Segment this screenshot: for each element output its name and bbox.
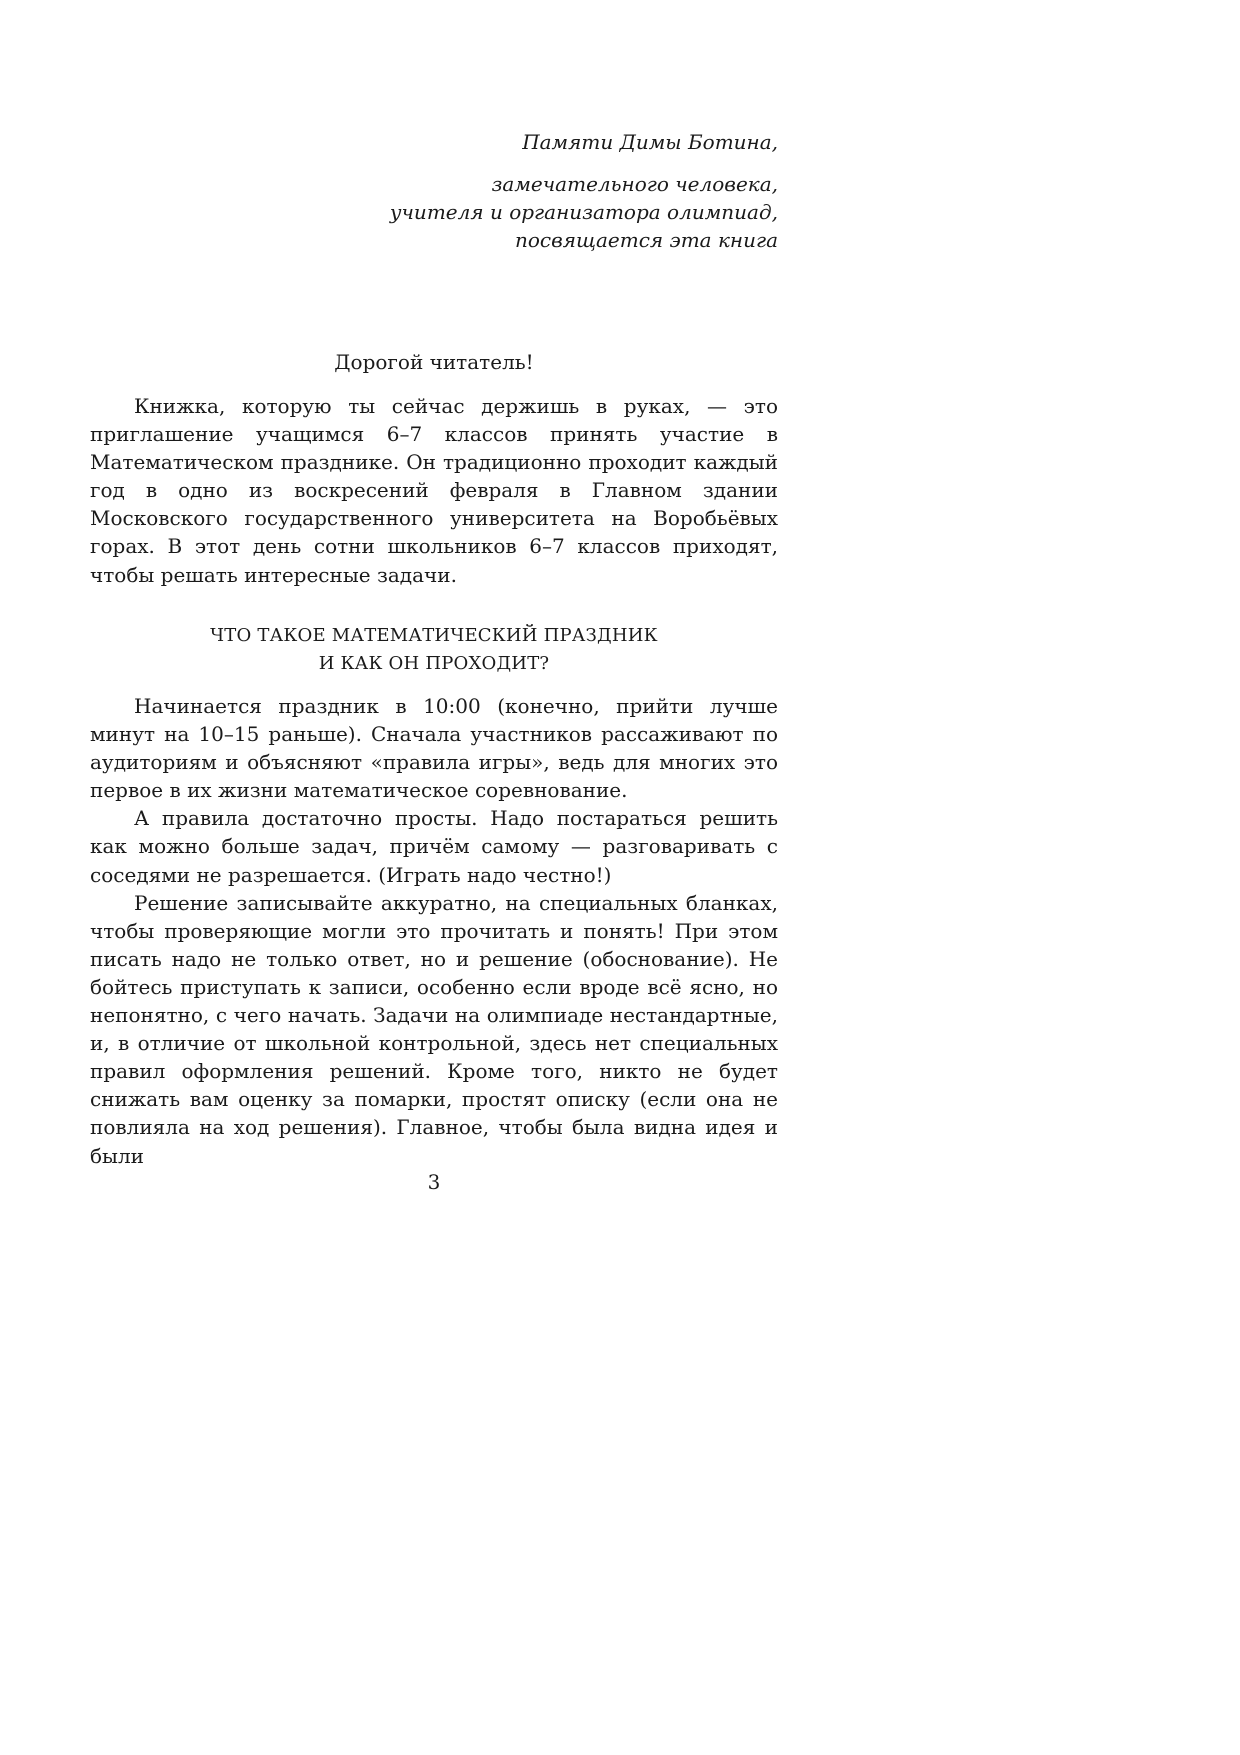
dedication-line-2: замечательного человека, (491, 172, 778, 196)
section-heading-line-2: И КАК ОН ПРОХОДИТ? (318, 653, 550, 674)
section-paragraph: А правила достаточно просты. Надо постараться решить как можно больше задач, причём самому — разговаривать с соседями не разрешается. (Играть надо честно!) (90, 806, 778, 887)
section-paragraph: Начинается праздник в 10:00 (конечно, прийти лучше минут на 10–15 раньше). Сначала участников рассаживают по аудиториям и объясняют «правила игры», ведь для многих это первое в их жизни математическое соревнование. (90, 694, 778, 803)
section-heading-line-1: ЧТО ТАКОЕ МАТЕМАТИЧЕСКИЙ ПРАЗДНИК (210, 625, 658, 646)
page-number: 3 (427, 1170, 441, 1194)
dedication (390, 128, 778, 254)
intro-paragraph: Книжка, которую ты сейчас держишь в руках, — это приглашение учащимся 6–7 классов принять участие в Математическом празднике. Он традиционно проходит каждый год в одно из воскресений февраля в Главном здании Московского государственного университета на Воробьёвых горах. В этот день сотни школьников 6–7 классов приходят, чтобы решать интересные задачи. (90, 394, 778, 587)
section-heading (90, 622, 778, 678)
intro-block (90, 392, 778, 589)
dedication-line-3: учителя и организатора олимпиад, (389, 200, 778, 224)
dedication-line-1: Памяти Димы Ботина, (522, 130, 778, 154)
greeting-heading: Дорогой читатель! (334, 350, 534, 374)
dedication-line-4: посвящается эта книга (514, 228, 778, 252)
section-body (90, 692, 778, 1170)
section-paragraph: Решение записывайте аккуратно, на специальных бланках, чтобы проверяющие могли это прочитать и понять! При этом писать надо не только ответ, но и решение (обоснование). Не бойтесь приступать к записи, особенно если вроде всё ясно, но непонятно, с чего начать. Задачи на олимпиаде нестандартные, и, в отличие от школьной контрольной, здесь нет специальных правил оформления решений. Кроме того, никто не будет снижать вам оценку за помарки, простят описку (если она не повлияла на ход решения). Главное, чтобы была видна идея и были (90, 890, 778, 1168)
